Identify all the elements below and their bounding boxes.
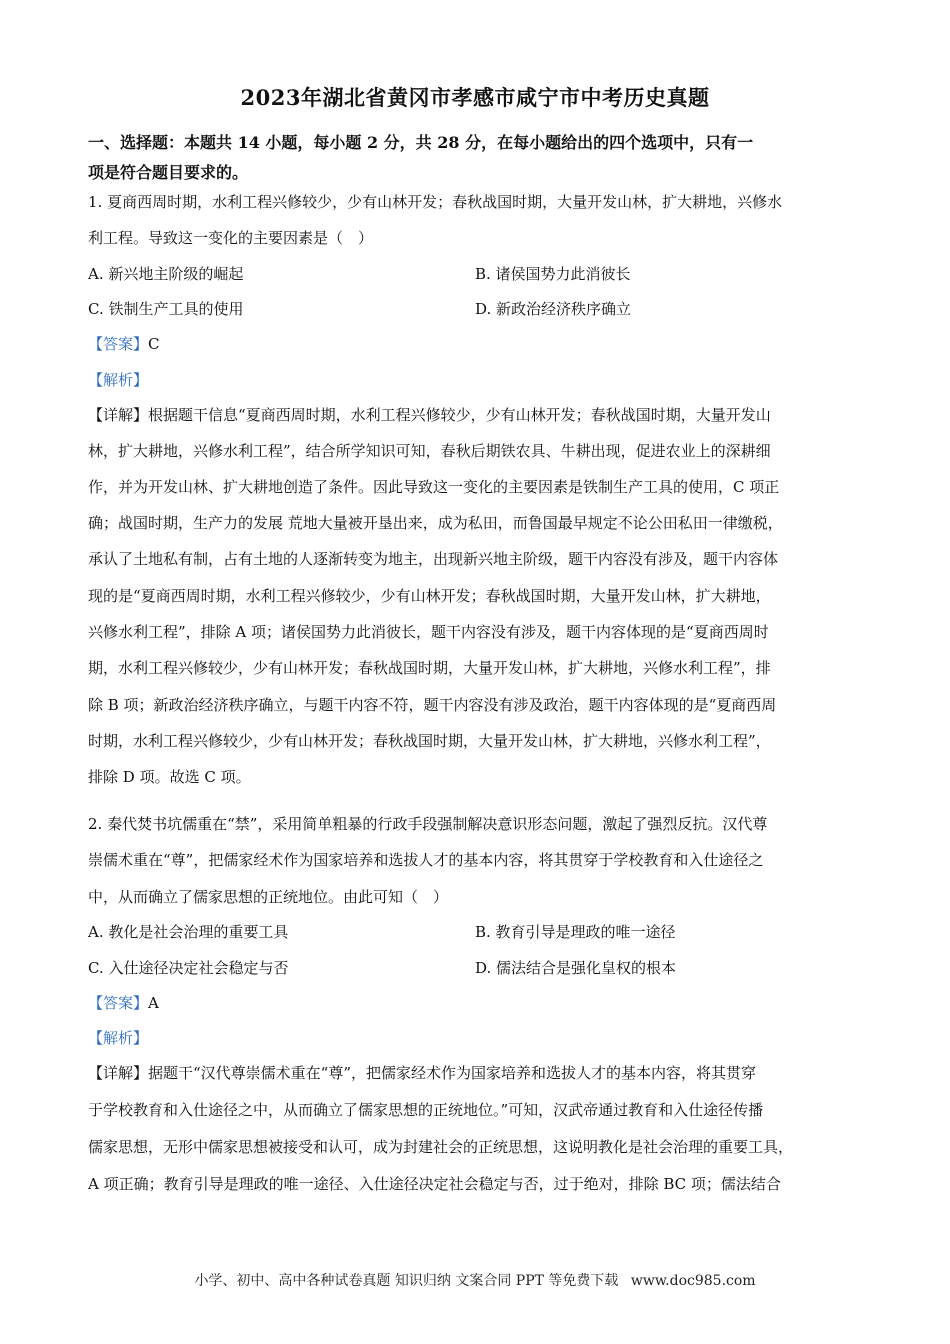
- q1-detail-line7: 兴修水利工程”，排除 A 项；诸侯国势力此消彼长，题干内容没有涉及，题干内容体现的是“夏商西周时: [88, 623, 769, 641]
- q1-stem-line2: 利工程。导致这一变化的主要因素是（ ）: [88, 229, 374, 247]
- detail-tag: 【详解】: [88, 406, 149, 424]
- q1-option-d: D. 新政治经济秩序确立: [475, 300, 632, 318]
- q2-option-b: B. 教育引导是理政的唯一途径: [475, 923, 676, 941]
- q1-stem-line1: 1. 夏商西周时期，水利工程兴修较少，少有山林开发；春秋战国时期，大量开发山林，扩大耕地，兴修水: [88, 193, 783, 211]
- q2-stem-line1: 2. 秦代焚书坑儒重在“禁”，采用简单粗暴的行政手段强制解决意识形态问题，激起了强烈反抗。汉代尊: [88, 815, 768, 833]
- q1-detail-line4: 确；战国时期，生产力的发展 荒地大量被开垦出来，成为私田，而鲁国最早规定不论公田私田一律缴税，: [88, 514, 783, 532]
- q1-analysis-tag: [88, 369, 864, 390]
- q2-detail-line3: 儒家思想，无形中儒家思想被接受和认可，成为封建社会的正统思想，这说明教化是社会治理的重要工具，: [88, 1138, 794, 1156]
- answer-tag: 【答案】: [88, 335, 149, 353]
- q2-option-c: C. 入仕途径决定社会稳定与否: [88, 959, 289, 977]
- q1-option-a: A. 新兴地主阶级的崛起: [88, 265, 244, 283]
- analysis-tag: 【解析】: [88, 371, 149, 389]
- q1-detail-line6: 现的是“夏商西周时期，水利工程兴修较少，少有山林开发；春秋战国时期，大量开发山林，扩大耕地，: [88, 587, 771, 605]
- section-heading-line1: 一、选择题：本题共 14 小题，每小题 2 分，共 28 分，在每小题给出的四个选项中，只有一: [88, 133, 754, 152]
- q2-answer: [88, 992, 864, 1013]
- answer-value: A: [148, 994, 159, 1012]
- section-heading-line2: 项是符合题目要求的。: [88, 163, 249, 182]
- q2-option-d: D. 儒法结合是强化皇权的根本: [475, 959, 677, 977]
- q1-detail-line8: 期，水利工程兴修较少，少有山林开发；春秋战国时期，大量开发山林，扩大耕地，兴修水利工程”，排: [88, 659, 771, 677]
- q1-detail-line11: 排除 D 项。故选 C 项。: [88, 768, 251, 786]
- q2-option-a: A. 教化是社会治理的重要工具: [88, 923, 289, 941]
- q1-detail-line9: 除 B 项；新政治经济秩序确立，与题干内容不符，题干内容没有涉及政治，题干内容体现的是“夏商西周: [88, 696, 777, 714]
- q2-stem-line3: 中，从而确立了儒家思想的正统地位。由此可知（ ）: [88, 888, 449, 906]
- q1-option-b: B. 诸侯国势力此消彼长: [475, 265, 631, 283]
- q1-option-c: C. 铁制生产工具的使用: [88, 300, 244, 318]
- q1-detail-line10: 时期，水利工程兴修较少，少有山林开发；春秋战国时期，大量开发山林，扩大耕地，兴修水利工程”，: [88, 732, 771, 750]
- q2-detail-line2: 于学校教育和入仕途径之中，从而确立了儒家思想的正统地位。”可知，汉武帝通过教育和入仕途径传播: [88, 1101, 764, 1119]
- q1-detail-line1: [88, 404, 864, 425]
- q2-detail-line4: A 项正确；教育引导是理政的唯一途径、入仕途径决定社会稳定与否，过于绝对，排除 BC 项；儒法结合: [88, 1175, 781, 1193]
- q2-analysis-tag: [88, 1027, 864, 1048]
- page-footer: [0, 1270, 950, 1290]
- q1-detail-line2: 林，扩大耕地，兴修水利工程”，结合所学知识可知，春秋后期铁农具、牛耕出现，促进农业上的深耕细: [88, 442, 771, 460]
- footer-link[interactable]: www.doc985.com: [630, 1273, 756, 1289]
- q1-answer: [88, 333, 864, 354]
- detail-text: 根据题干信息“夏商西周时期，水利工程兴修较少，少有山林开发；春秋战国时期，大量开发山: [148, 406, 771, 424]
- q2-detail-line1: [88, 1062, 864, 1083]
- analysis-tag: 【解析】: [88, 1029, 149, 1047]
- answer-tag: 【答案】: [88, 994, 149, 1012]
- q1-detail-line3: 作，并为开发山林、扩大耕地创造了条件。因此导致这一变化的主要因素是铁制生产工具的使用，C 项正: [88, 478, 780, 496]
- detail-text: 据题干“汉代尊崇儒术重在“尊”，把儒家经术作为国家培养和选拔人才的基本内容，将其贯穿: [148, 1064, 757, 1082]
- section-heading: [88, 128, 858, 188]
- q1-detail-line5: 承认了土地私有制，占有土地的人逐渐转变为地主，出现新兴地主阶级，题干内容没有涉及，题干内容体: [88, 550, 779, 568]
- detail-tag: 【详解】: [88, 1064, 149, 1082]
- q2-stem-line2: 崇儒术重在“尊”，把儒家经术作为国家培养和选拔人才的基本内容，将其贯穿于学校教育和入仕途径之: [88, 851, 764, 869]
- page-title: 2023年湖北省黄冈市孝感市咸宁市中考历史真题: [240, 85, 710, 110]
- footer-text: 小学、初中、高中各种试卷真题 知识归纳 文案合同 PPT 等免费下载: [194, 1273, 619, 1289]
- answer-value: C: [148, 335, 160, 353]
